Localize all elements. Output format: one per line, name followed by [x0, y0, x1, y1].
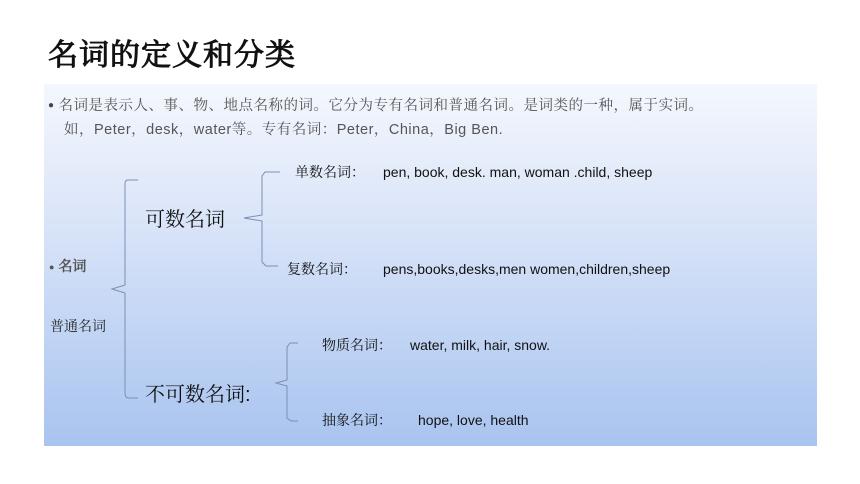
singular-noun-examples: pen, book, desk. man, woman .child, sheep [383, 164, 653, 180]
abstract-noun-label: 抽象名词： [322, 412, 392, 428]
plural-noun-label: 复数名词： [287, 261, 357, 277]
page-title: 名词的定义和分类 [48, 38, 296, 73]
common-noun-label: 普通名词 [50, 318, 106, 334]
singular-noun-row [295, 162, 652, 182]
material-noun-label: 物质名词： [322, 337, 392, 353]
bullet-icon: ● [48, 100, 55, 112]
singular-noun-label: 单数名词： [295, 164, 365, 180]
abstract-noun-row [322, 410, 529, 430]
uncountable-noun-label: 不可数名词: [145, 384, 251, 406]
plural-noun-row [287, 259, 670, 279]
intro-line-2: 如，Peter，desk，water等。专有名词：Peter，China，Big Ben. [64, 122, 504, 139]
material-noun-row [322, 335, 550, 355]
plural-noun-examples: pens,books,desks,men women,children,sheep [383, 261, 671, 277]
noun-bullet-label: ● 名词 [49, 258, 87, 274]
material-noun-examples: water, milk, hair, snow. [410, 337, 551, 353]
countable-noun-label: 可数名词 [145, 209, 225, 231]
abstract-noun-examples: hope, love, health [418, 412, 529, 428]
intro-line-1: ● 名词是表示人、事、物、地点名称的词。它分为专有名词和普通名词。是词类的一种，属于实词。 [48, 98, 704, 114]
bullet-icon: ● [49, 262, 55, 273]
